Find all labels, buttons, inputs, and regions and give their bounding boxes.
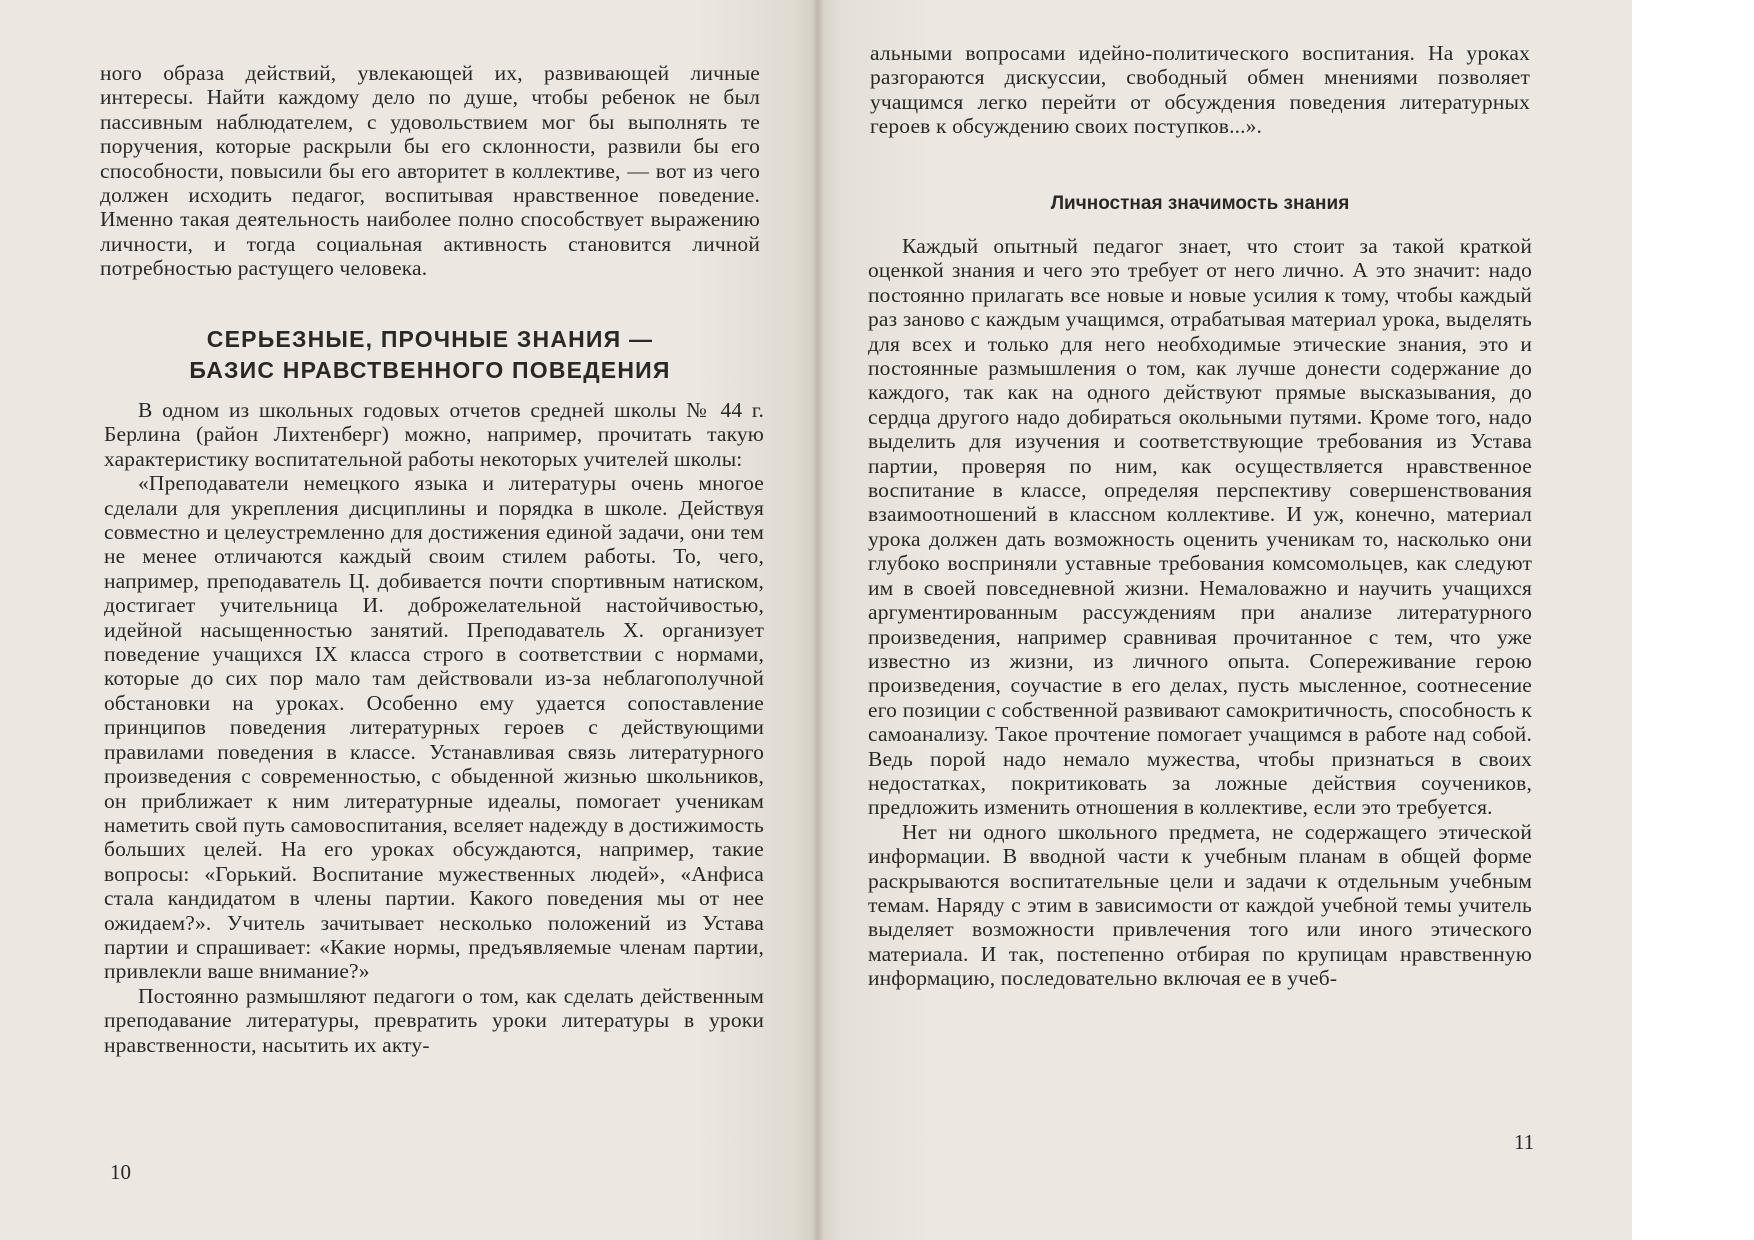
left-body bbox=[104, 398, 764, 1057]
left-continuation-text: ного образа действий, увлекающей их, развивающей личные интересы. Найти каждому дело по душе, чтобы ребенок не был пассивным наблюдателем, с удовольствием мог бы выполнять те поручения, которые раскрыли бы его склонности, развили бы его способности, повысили бы его авторитет в коллективе, — вот из чего должен исходить педагог, воспитывая нравственное поведение. Именно такая деятельность наиболее полно способствует выражению личности, и тогда социальная активность становится личной потребностью растущего человека. bbox=[100, 61, 760, 281]
book-gutter bbox=[812, 0, 824, 1240]
left-paragraph-quote: «Преподаватели немецкого языка и литературы очень многое сделали для укрепления дисциплины и порядка в школе. Действуя совместно и целеустремленно для достижения единой задачи, они тем не менее отличаются каждый своим стилем работы. То, чего, например, преподаватель Ц. добивается почти спортивным натиском, достигает учительница И. доброжелательной настойчивостью, идейной насыщенностью занятий. Преподаватель Х. организует поведение учащихся IX класса строго в соответствии с нормами, которые до сих пор мало там действовали из-за неблагополучной обстановки на уроках. Особенно ему удается сопоставление принципов поведения литературных героев с действующими правилами поведения в классе. Устанавливая связь литературного произведения с современностью, с обыденной жизнью школьников, он приближает к ним литературные идеалы, помогает ученикам наметить свой путь самовоспитания, вселяет надежду в достижимость больших целей. На его уроках обсуждаются, например, такие вопросы: «Горький. Воспитание мужественных людей», «Анфиса стала кандидатом в члены партии. Какого поведения мы от нее ожидаем?». Учитель зачитывает несколько положений из Устава партии и спрашивает: «Какие нормы, предъявляемые членам партии, привлекли ваше внимание?» bbox=[104, 471, 764, 984]
right-continuation-text: альными вопросами идейно-политического воспитания. На уроках разгораются дискуссии, свободный обмен мнениями позволяет учащимся легко перейти от обсуждения поведения литературных героев к обсуждению своих поступков...». bbox=[870, 41, 1530, 139]
left-continuation-paragraph bbox=[100, 61, 760, 281]
section-heading bbox=[100, 324, 760, 386]
left-paragraph-1: В одном из школьных годовых отчетов средней школы № 44 г. Берлина (район Лихтенберг) можно, например, прочитать такую характеристику воспитательной работы некоторых учителей школы: bbox=[104, 398, 764, 471]
page-number-left: 10 bbox=[110, 1160, 131, 1184]
right-continuation-paragraph bbox=[870, 41, 1530, 139]
right-body bbox=[868, 234, 1532, 991]
left-paragraph-3: Постоянно размышляют педагоги о том, как сделать действенным преподавание литературы, превратить уроки литературы в уроки нравственности, насытить их акту- bbox=[104, 983, 764, 1057]
page-number-right: 11 bbox=[1514, 1130, 1535, 1154]
section-heading-line2: БАЗИС НРАВСТВЕННОГО ПОВЕДЕНИЯ bbox=[189, 357, 671, 383]
section-heading-line1: СЕРЬЕЗНЫЕ, ПРОЧНЫЕ ЗНАНИЯ — bbox=[206, 326, 654, 352]
subsection-heading: Личностная значимость знания bbox=[1050, 193, 1350, 214]
right-paragraph-2: Нет ни одного школьного предмета, не содержащего этической информации. В вводной части к учебным планам в общей форме раскрываются воспитательные цели и задачи к отдельным учебным темам. Наряду с этим в зависимости от каждой учебной темы учитель выделяет возможности привлечения того или иного этического материала. И так, постепенно отбирая по крупицам нравственную информацию, последовательно включая ее в учеб- bbox=[868, 819, 1532, 991]
right-paragraph-1: Каждый опытный педагог знает, что стоит за такой краткой оценкой знания и чего это требует от него лично. А это значит: надо постоянно прилагать все новые и новые усилия к тому, чтобы каждый раз заново с каждым учащимся, отрабатывая материал урока, выделять для всех и только для него необходимые этические знания, это и постоянные размышления о том, как лучше донести содержание до каждого, так как на одного действуют прямые высказывания, до сердца другого надо добираться окольными путями. Кроме того, надо выделить для изучения и соответствующие требования из Устава партии, проверяя по ним, как осуществляется нравственное воспитание в классе, определяя перспективу совершенствования взаимоотношений в классном коллективе. И уж, конечно, материал урока должен дать возможность оценить ученикам то, насколько они глубоко восприняли уставные требования комсомольцев, как следуют им в своей повседневной жизни. Немаловажно и научить учащихся аргументированным рассуждениям при анализе литературного произведения, например сравнивая прочитанное с тем, что уже известно из жизни, из личного опыта. Сопереживание герою произведения, соучастие в его делах, пусть мысленное, соотнесение его позиции с собственной развивают самокритичность, способность к самоанализу. Такое прочтение помогает учащимся в работе над собой. Ведь порой надо немало мужества, чтобы признаться в своих недостатках, покритиковать за ложные действия соучеников, предложить изменить отношения в коллективе, если это требуется. bbox=[868, 234, 1532, 820]
